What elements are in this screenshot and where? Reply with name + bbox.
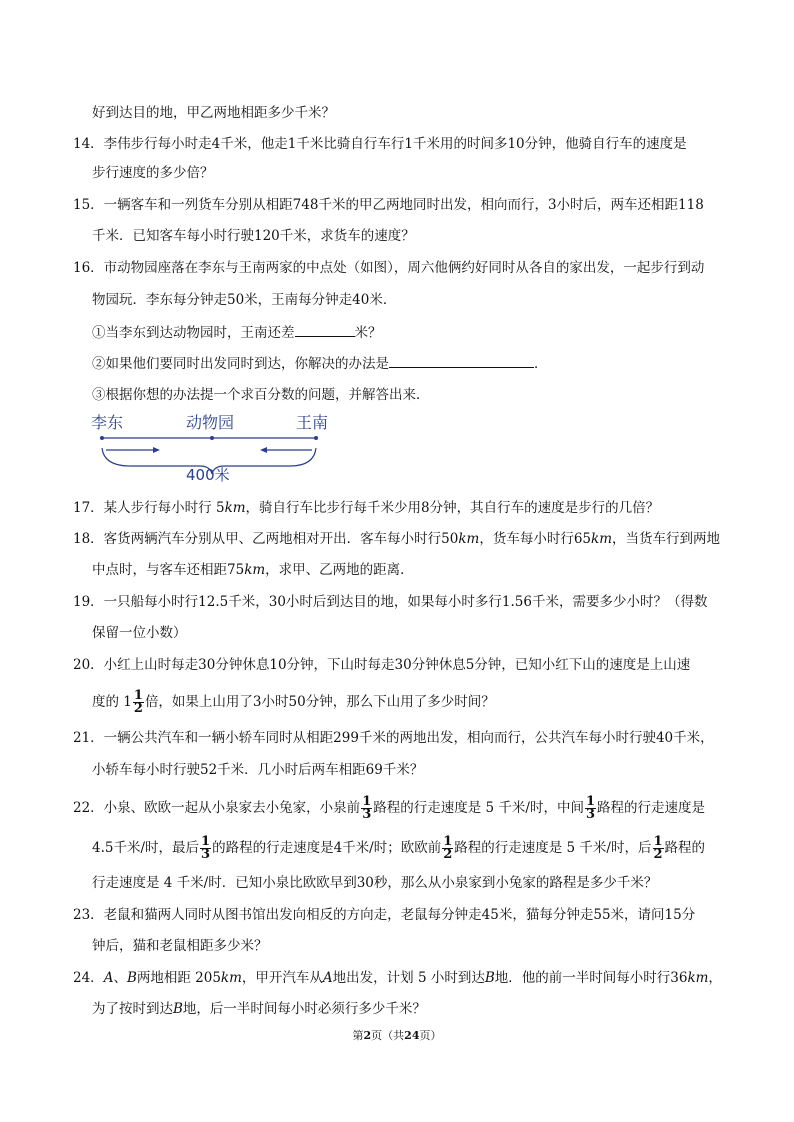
arrow-right-head: [153, 447, 160, 453]
zoo-point: [210, 436, 214, 440]
problem-20: 20．小红上山时每走30分钟休息10分钟，下山时每走30分钟休息5分钟，已知小红下山的速度是上山速: [73, 657, 691, 673]
sub-question-1: [92, 324, 382, 342]
page-number: 2: [363, 1029, 372, 1042]
sub-question-3: ③根据你想的办法提一个求百分数的问题，并解答出来．: [92, 387, 430, 403]
denominator: 2: [443, 847, 453, 862]
unit: km: [244, 562, 266, 578]
text-line: 行走速度是 4 千米/时．已知小泉比欧欧早到30秒，那么从小泉家到小兔家的路程是多少千米？: [92, 875, 658, 891]
text-line: 好到达目的地，甲乙两地相距多少千米？: [92, 105, 335, 121]
page-footer: [0, 1027, 794, 1043]
unit: km: [458, 531, 480, 547]
text: 倍，如果上山用了3小时50分钟，那么下山用了多少时间？: [144, 694, 495, 710]
text: 路程的行走速度是: [597, 800, 706, 816]
text: 地．他的前一半时间每小时行36: [494, 970, 688, 986]
fraction-one-half: [133, 690, 144, 715]
var-a: A: [103, 970, 114, 986]
lidong-point: [100, 436, 104, 440]
var-b: B: [173, 1001, 183, 1017]
text: 路程的行走速度是 5 千米/时，后: [454, 840, 652, 856]
denominator: 3: [201, 847, 211, 862]
text: 米？: [354, 325, 382, 341]
text: ，当货车行到两地: [612, 531, 721, 547]
problem-19: 19．一只船每小时行12.5千米，30小时后到达目的地，如果每小时多行1.56千米，需要多少小时？（得数: [73, 594, 708, 610]
text-line: 保留一位小数）: [92, 625, 187, 641]
unit: km: [220, 970, 242, 986]
var-a: A: [322, 970, 333, 986]
fraction-one-third: [200, 836, 211, 861]
problem-21: 21．一辆公共汽车和一辆小轿车同时从相距299千米的两地出发，相向而行，公共汽车每小时行驶40千米，: [73, 730, 714, 746]
text: 中点时，与客车还相距75: [92, 562, 245, 578]
text: 24．: [73, 970, 104, 986]
page-total: 24: [404, 1029, 420, 1042]
text-line: 步行速度的多少倍？: [92, 165, 214, 181]
problem-17: [73, 499, 659, 517]
numerator: 1: [133, 688, 143, 703]
label-lidong: 李东: [91, 413, 124, 432]
sub-question-2: [92, 355, 548, 373]
text: 17．某人步行每小时行 5: [73, 500, 225, 516]
denominator: 3: [362, 807, 372, 822]
fraction-one-half: [653, 836, 664, 861]
text: ，甲开汽车从: [241, 970, 323, 986]
problem-23: 23．老鼠和猫两人同时从图书馆出发向相反的方向走，老鼠每分钟走45米，猫每分钟走55米，请问15分: [73, 907, 696, 923]
text: 为了按时到达: [92, 1001, 173, 1017]
text: 的路程的行走速度是4千米/时；欧欧前: [212, 840, 442, 856]
text-line: [92, 836, 705, 861]
text: ②如果他们要同时出发同时到达，你解决的办法是: [92, 356, 389, 372]
text: 两地相距 205: [136, 970, 221, 986]
text: 路程的: [664, 840, 706, 856]
text: 度的 1: [92, 694, 132, 710]
numerator: 1: [443, 834, 453, 849]
text: ，货车每小时行65: [479, 531, 592, 547]
fraction-one-half: [442, 836, 453, 861]
problem-15: 15．一辆客车和一列货车分别从相距748千米的甲乙两地同时出发，相向而行，3小时后，两车还相距118: [73, 197, 704, 213]
problem-18: [73, 530, 720, 548]
text: 4.5千米/时，最后: [92, 840, 200, 856]
text: 22．小泉、欧欧一起从小泉家去小兔家，小泉前: [73, 800, 361, 816]
footer-text: 第: [352, 1029, 364, 1042]
numerator: 1: [585, 794, 596, 809]
text: 18．客货两辆汽车分别从甲、乙两地相对开出．客车每小时行50: [73, 531, 459, 547]
text: 地出发，计划 5 小时到达: [332, 970, 485, 986]
unit: km: [224, 500, 246, 516]
text-line: [92, 1000, 426, 1018]
denominator: 2: [133, 701, 143, 716]
var-b: B: [484, 970, 495, 986]
var-b: B: [126, 970, 137, 986]
text-line: 物园玩．李东每分钟走50米，王南每分钟走40米．: [92, 292, 397, 308]
problem-16: 16．市动物园座落在李东与王南两家的中点处（如图），周六他俩约好同时从各自的家出发，一起步行到动: [73, 260, 705, 276]
label-wangnan: 王南: [296, 413, 329, 432]
distance-label: 400米: [186, 466, 230, 484]
text: ①当李东到达动物园时，王南还差: [92, 325, 295, 341]
problem-14: 14．李伟步行每小时走4千米，他走1千米比骑自行车行1千米用的时间多10分钟，他骑自行车的速度是: [73, 136, 687, 152]
text: 、: [113, 970, 127, 986]
label-zoo: 动物园: [186, 413, 235, 432]
arrow-left-head: [260, 447, 267, 453]
fraction-one-third: [361, 796, 372, 821]
denominator: 2: [653, 847, 663, 862]
answer-blank: [389, 355, 534, 368]
text-line: 千米．已知客车每小时行驶120千米，求货车的速度？: [92, 228, 415, 244]
text-line: [92, 690, 495, 715]
denominator: 3: [585, 807, 596, 822]
answer-blank: [295, 324, 355, 337]
numerator: 1: [362, 794, 372, 809]
wangnan-point: [314, 436, 318, 440]
text-line: 小轿车每小时行驶52千米．几小时后两车相距69千米？: [92, 762, 424, 778]
text-line: [92, 561, 414, 579]
problem-24: [73, 969, 722, 987]
text: ，骑自行车比步行每千米少用8分钟，其自行车的速度是步行的几倍？: [245, 500, 660, 516]
unit: km: [591, 531, 613, 547]
footer-text: 页（共: [371, 1029, 405, 1042]
footer-text: 页）: [419, 1029, 442, 1042]
fraction-one-third: [585, 796, 596, 821]
text-line: 钟后，猫和老鼠相距多少米？: [92, 938, 268, 954]
text: 路程的行走速度是 5 千米/时，中间: [373, 800, 584, 816]
text: ，求甲、乙两地的距离．: [265, 562, 414, 578]
numerator: 1: [653, 834, 663, 849]
text: ．: [534, 356, 548, 372]
text: 地，后一半时间每小时必须行多少千米？: [182, 1001, 426, 1017]
text: ，: [708, 970, 722, 986]
problem-22: [73, 796, 705, 821]
numerator: 1: [201, 834, 211, 849]
unit: km: [687, 970, 709, 986]
